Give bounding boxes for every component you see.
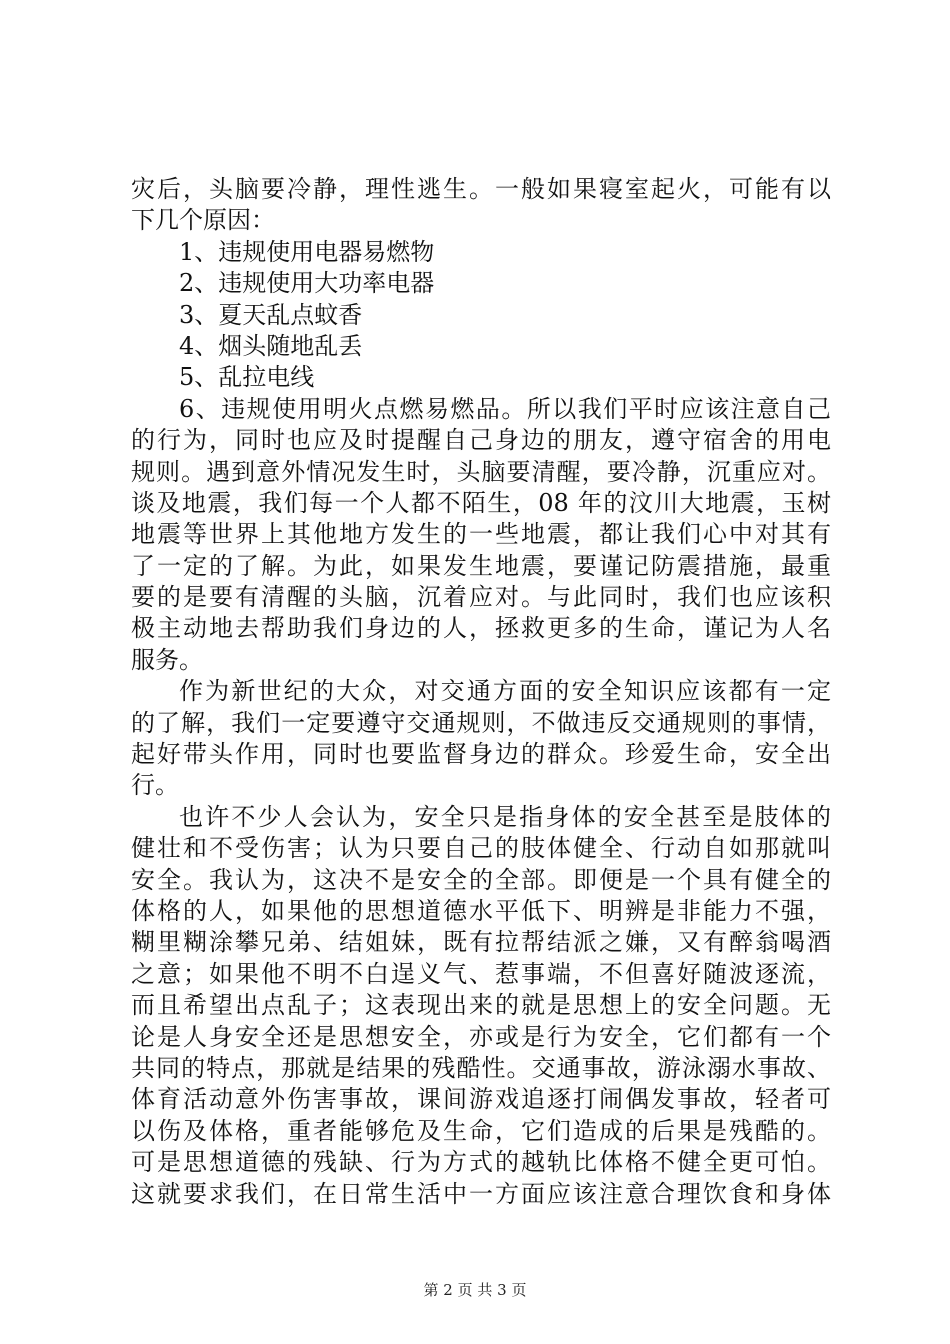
text-line: 而且希望出点乱子；这表现出来的就是思想上的安全问题。无 (131, 991, 831, 1020)
text-line: 下几个原因： (131, 206, 275, 235)
text-line: 服务。 (131, 645, 203, 674)
text-line: 体格的人，如果他的思想道德水平低下、明辨是非能力不强， (131, 896, 831, 925)
page-footer: 第 2 页 共 3 页 (423, 1281, 527, 1299)
document-body (131, 174, 831, 1210)
text-line: 规则。遇到意外情况发生时，头脑要清醒，要冷静，沉重应对。 (131, 457, 831, 486)
text-line: 安全。我认为，这决不是安全的全部。即便是一个具有健全的 (131, 865, 831, 894)
text-line: 极主动地去帮助我们身边的人，拯救更多的生命，谨记为人名 (131, 614, 831, 643)
text-line: 之意；如果他不明不白逞义气、惹事端，不但喜好随波逐流， (131, 959, 831, 988)
text-line: 1、违规使用电器易燃物 (179, 237, 435, 266)
text-line: 4、烟头随地乱丢 (179, 331, 363, 360)
text-line: 共同的特点，那就是结果的残酷性。交通事故，游泳溺水事故、 (131, 1053, 831, 1082)
text-line: 了一定的了解。为此，如果发生地震，要谨记防震措施，最重 (131, 551, 831, 580)
text-line: 体育活动意外伤害事故，课间游戏追逐打闹偶发事故，轻者可 (131, 1085, 831, 1114)
text-line: 6、违规使用明火点燃易燃品。所以我们平时应该注意自己 (179, 394, 831, 423)
text-line: 论是人身安全还是思想安全，亦或是行为安全，它们都有一个 (131, 1022, 831, 1051)
text-line: 起好带头作用，同时也要监督身边的群众。珍爱生命，安全出 (131, 740, 831, 769)
text-line: 谈及地震，我们每一个人都不陌生，08 年的汶川大地震，玉树 (131, 488, 831, 517)
text-line: 要的是要有清醒的头脑，沉着应对。与此同时，我们也应该积 (131, 583, 831, 612)
text-line: 灾后，头脑要冷静，理性逃生。一般如果寝室起火，可能有以 (131, 175, 831, 203)
text-line: 也许不少人会认为，安全只是指身体的安全甚至是肢体的 (179, 802, 831, 831)
text-line: 作为新世纪的大众，对交通方面的安全知识应该都有一定 (179, 677, 831, 706)
text-line: 糊里糊涂攀兄弟、结姐妹，既有拉帮结派之嫌，又有醉翁喝酒 (131, 928, 831, 957)
text-line: 行。 (131, 771, 179, 800)
text-line: 2、违规使用大功率电器 (179, 269, 435, 298)
text-line: 健壮和不受伤害；认为只要自己的肢体健全、行动自如那就叫 (131, 834, 831, 863)
text-line: 这就要求我们，在日常生活中一方面应该注意合理饮食和身体 (131, 1179, 831, 1208)
text-line: 5、乱拉电线 (179, 363, 315, 392)
text-line: 3、夏天乱点蚊香 (179, 300, 363, 329)
text-line: 以伤及体格，重者能够危及生命，它们造成的后果是残酷的。 (131, 1116, 831, 1145)
text-line: 地震等世界上其他地方发生的一些地震，都让我们心中对其有 (131, 520, 831, 549)
text-line: 可是思想道德的残缺、行为方式的越轨比体格不健全更可怕。 (131, 1148, 831, 1177)
text-line: 的了解，我们一定要遵守交通规则，不做违反交通规则的事情， (131, 708, 831, 737)
text-line: 的行为，同时也应及时提醒自己身边的朋友，遵守宿舍的用电 (131, 426, 831, 455)
